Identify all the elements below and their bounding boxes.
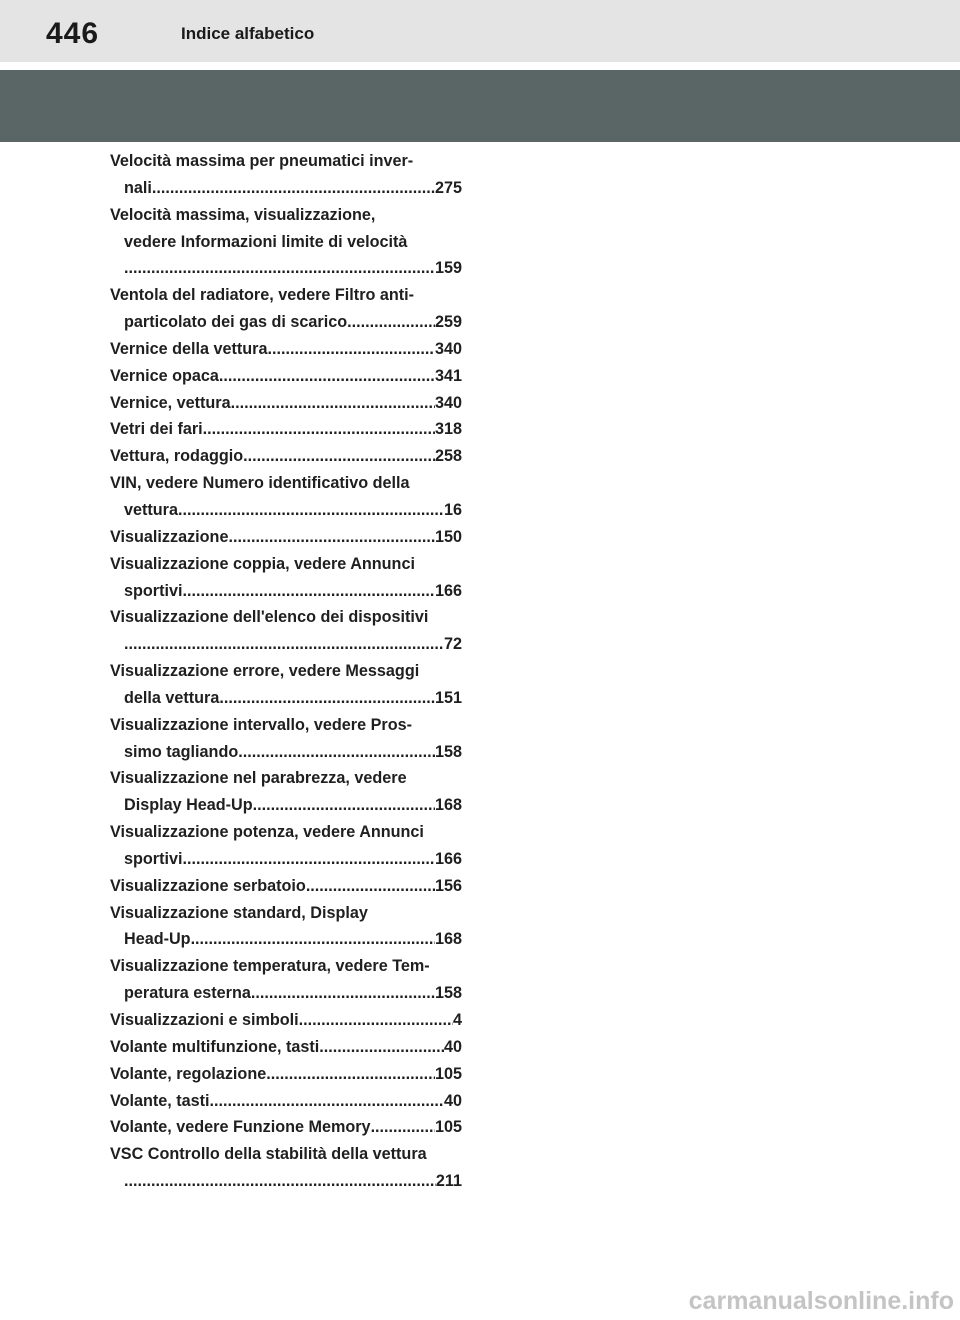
index-entry-line bbox=[110, 1034, 462, 1061]
index-entry bbox=[110, 658, 462, 712]
index-entry-text: Visualizzazione standard, Display bbox=[110, 903, 368, 922]
index-entry bbox=[110, 604, 462, 658]
index-entry-text: Vernice della vettura bbox=[110, 339, 268, 358]
index-entry-line bbox=[110, 255, 462, 282]
index-entry-page: 166 bbox=[434, 849, 462, 868]
index-entry-line bbox=[110, 1141, 462, 1168]
index-entry-line bbox=[110, 819, 462, 846]
index-entry-page: 211 bbox=[435, 1172, 462, 1191]
dot-leader bbox=[306, 873, 435, 900]
index-entry bbox=[110, 765, 462, 819]
dot-leader bbox=[228, 524, 435, 551]
dot-leader bbox=[152, 175, 435, 202]
dot-leader bbox=[299, 1007, 453, 1034]
index-entry-text: Volante, regolazione bbox=[110, 1064, 267, 1083]
index-entry bbox=[110, 900, 462, 954]
index-entry-page: 318 bbox=[434, 420, 462, 439]
index-entry-line bbox=[110, 175, 462, 202]
index-entry-text: vedere Informazioni limite di velocità bbox=[124, 232, 408, 251]
dot-leader bbox=[219, 363, 435, 390]
index-entry bbox=[110, 336, 462, 363]
index-entry-line bbox=[110, 470, 462, 497]
index-entry-text: nali bbox=[124, 178, 152, 197]
index-entry-text: simo tagliando bbox=[124, 742, 239, 761]
index-entry-page: 150 bbox=[434, 527, 462, 546]
section-title: Indice alfabetico bbox=[181, 24, 315, 43]
index-entry-page: 72 bbox=[443, 635, 462, 654]
index-entry-line bbox=[110, 604, 462, 631]
index-entry-line bbox=[110, 202, 462, 229]
index-entry-text: Vernice, vettura bbox=[110, 393, 231, 412]
index-entry bbox=[110, 1088, 462, 1115]
index-entry-line bbox=[110, 739, 462, 766]
index-entry-line bbox=[110, 873, 462, 900]
index-entry-text: Visualizzazione serbatoio bbox=[110, 876, 306, 895]
index-entry-line bbox=[110, 390, 462, 417]
index-entry-line bbox=[110, 1061, 462, 1088]
index-entry-text: sportivi bbox=[124, 581, 183, 600]
index-entry-page: 275 bbox=[434, 178, 462, 197]
index-entry-line bbox=[110, 524, 462, 551]
index-entry bbox=[110, 873, 462, 900]
index-entry-line bbox=[110, 926, 462, 953]
index-entry-page: 156 bbox=[434, 876, 462, 895]
index-entry-line bbox=[110, 1007, 462, 1034]
dot-leader bbox=[203, 416, 435, 443]
index-entry-page: 340 bbox=[434, 339, 462, 358]
index-entry bbox=[110, 712, 462, 766]
index-entry bbox=[110, 1141, 462, 1195]
index-entry bbox=[110, 148, 462, 202]
index-entry-line bbox=[110, 1088, 462, 1115]
index-entry-line bbox=[110, 309, 462, 336]
index-entry bbox=[110, 1007, 462, 1034]
index-entry-line bbox=[110, 336, 462, 363]
index-entry-line bbox=[110, 282, 462, 309]
index-entry bbox=[110, 819, 462, 873]
index-entry bbox=[110, 551, 462, 605]
index-entry-line bbox=[110, 229, 462, 256]
index-entry-page: 168 bbox=[434, 930, 462, 949]
index-entry bbox=[110, 1034, 462, 1061]
index-entry-line bbox=[110, 846, 462, 873]
index-entry-text: Visualizzazione temperatura, vedere Tem- bbox=[110, 957, 430, 976]
index-entry bbox=[110, 470, 462, 524]
index-entry-text: VIN, vedere Numero identificativo della bbox=[110, 474, 410, 493]
index-entry-page: 151 bbox=[434, 688, 462, 707]
dot-leader bbox=[238, 739, 435, 766]
index-entry bbox=[110, 390, 462, 417]
index-entry-line bbox=[110, 765, 462, 792]
index-entry-line bbox=[110, 685, 462, 712]
index-entry-line bbox=[110, 578, 462, 605]
index-entry-line bbox=[110, 631, 462, 658]
index-entry bbox=[110, 1061, 462, 1088]
dot-leader bbox=[251, 980, 435, 1007]
index-entry-text: particolato dei gas di scarico bbox=[124, 313, 348, 332]
index-entry-text: Visualizzazione nel parabrezza, vedere bbox=[110, 769, 407, 788]
index-entry-line bbox=[110, 443, 462, 470]
index-entry bbox=[110, 1114, 462, 1141]
index-entry-text: Vernice opaca bbox=[110, 366, 219, 385]
dot-leader bbox=[347, 309, 435, 336]
index-entry-text: Vettura, rodaggio bbox=[110, 447, 244, 466]
index-entry-text: Velocità massima, visualizzazione, bbox=[110, 205, 376, 224]
index-entry-line bbox=[110, 1168, 462, 1195]
index-entry-page: 158 bbox=[434, 742, 462, 761]
index-entry-page: 105 bbox=[434, 1118, 462, 1137]
index-entry-line bbox=[110, 658, 462, 685]
index-entry-text: Volante, vedere Funzione Memory bbox=[110, 1118, 371, 1137]
index-entry-page: 259 bbox=[434, 313, 462, 332]
index-entry-line bbox=[110, 792, 462, 819]
dot-leader bbox=[266, 1061, 435, 1088]
index-entry-text: Visualizzazione errore, vedere Messaggi bbox=[110, 662, 420, 681]
index-entry bbox=[110, 953, 462, 1007]
index-entry-page: 258 bbox=[434, 447, 462, 466]
dot-leader bbox=[182, 578, 435, 605]
index-entry-line bbox=[110, 980, 462, 1007]
index-entry-text: della vettura bbox=[124, 688, 220, 707]
dot-leader bbox=[124, 255, 435, 282]
index-entry-line bbox=[110, 497, 462, 524]
index-entry-line bbox=[110, 551, 462, 578]
dot-leader bbox=[231, 390, 435, 417]
index-entry bbox=[110, 416, 462, 443]
dot-leader bbox=[267, 336, 435, 363]
page-number: 446 bbox=[46, 17, 100, 50]
dot-leader bbox=[178, 497, 444, 524]
index-entry-text: Visualizzazione intervallo, vedere Pros- bbox=[110, 715, 412, 734]
index-entry-text: Display Head-Up bbox=[124, 796, 253, 815]
dot-leader bbox=[219, 685, 435, 712]
index-entry-line bbox=[110, 416, 462, 443]
index-entry-page: 166 bbox=[434, 581, 462, 600]
index-entry-text: Visualizzazioni e simboli bbox=[110, 1011, 299, 1029]
index-entry-line bbox=[110, 1114, 462, 1141]
dot-leader bbox=[191, 926, 435, 953]
dot-leader bbox=[253, 792, 435, 819]
index-entry bbox=[110, 282, 462, 336]
index-entry-page: 341 bbox=[434, 366, 462, 385]
index-entry-line bbox=[110, 953, 462, 980]
header-band bbox=[0, 70, 960, 142]
index-entry-line bbox=[110, 148, 462, 175]
index-entry-page: 40 bbox=[443, 1091, 462, 1110]
dot-leader bbox=[371, 1114, 435, 1141]
header-strip bbox=[0, 0, 960, 62]
index-entry-text: Head-Up bbox=[124, 930, 191, 949]
index-entry-text: Visualizzazione potenza, vedere Annunci bbox=[110, 823, 424, 842]
index-entry-text: Vetri dei fari bbox=[110, 420, 203, 439]
index-entry-page: 4 bbox=[452, 1011, 462, 1029]
index-entry-text: sportivi bbox=[124, 849, 183, 868]
index-entry bbox=[110, 363, 462, 390]
dot-leader bbox=[124, 1168, 436, 1195]
dot-leader bbox=[124, 631, 444, 658]
dot-leader bbox=[243, 443, 435, 470]
index-entry-text: Velocità massima per pneumatici inver- bbox=[110, 152, 414, 170]
index-entry-page: 16 bbox=[443, 500, 462, 519]
index-entry-page: 168 bbox=[434, 796, 462, 815]
dot-leader bbox=[319, 1034, 444, 1061]
index-entry-text: Volante, tasti bbox=[110, 1091, 210, 1110]
index-entry-text: Visualizzazione bbox=[110, 527, 229, 546]
index-entry bbox=[110, 443, 462, 470]
index-entry bbox=[110, 202, 462, 283]
index-entry-page: 40 bbox=[443, 1037, 462, 1056]
index-entry bbox=[110, 524, 462, 551]
index-entry-line bbox=[110, 900, 462, 927]
index-entry-line bbox=[110, 363, 462, 390]
index-entry-text: Visualizzazione coppia, vedere Annunci bbox=[110, 554, 415, 573]
index-entry-page: 159 bbox=[434, 259, 462, 278]
index-list bbox=[110, 148, 462, 1195]
index-entry-text: Ventola del radiatore, vedere Filtro anti- bbox=[110, 286, 415, 305]
index-entry-text: VSC Controllo della stabilità della vettura bbox=[110, 1145, 427, 1164]
index-entry-page: 340 bbox=[434, 393, 462, 412]
index-entry-text: peratura esterna bbox=[124, 984, 251, 1003]
dot-leader bbox=[182, 846, 435, 873]
index-entry-text: vettura bbox=[124, 500, 178, 519]
dot-leader bbox=[210, 1088, 444, 1115]
index-entry-page: 158 bbox=[434, 984, 462, 1003]
index-entry-text: Visualizzazione dell'elenco dei dispositivi bbox=[110, 608, 429, 627]
index-entry-line bbox=[110, 712, 462, 739]
watermark-logo: carmanualsonline.info bbox=[688, 1287, 954, 1315]
index-entry-text: Volante multifunzione, tasti bbox=[110, 1037, 320, 1056]
index-entry-page: 105 bbox=[434, 1064, 462, 1083]
